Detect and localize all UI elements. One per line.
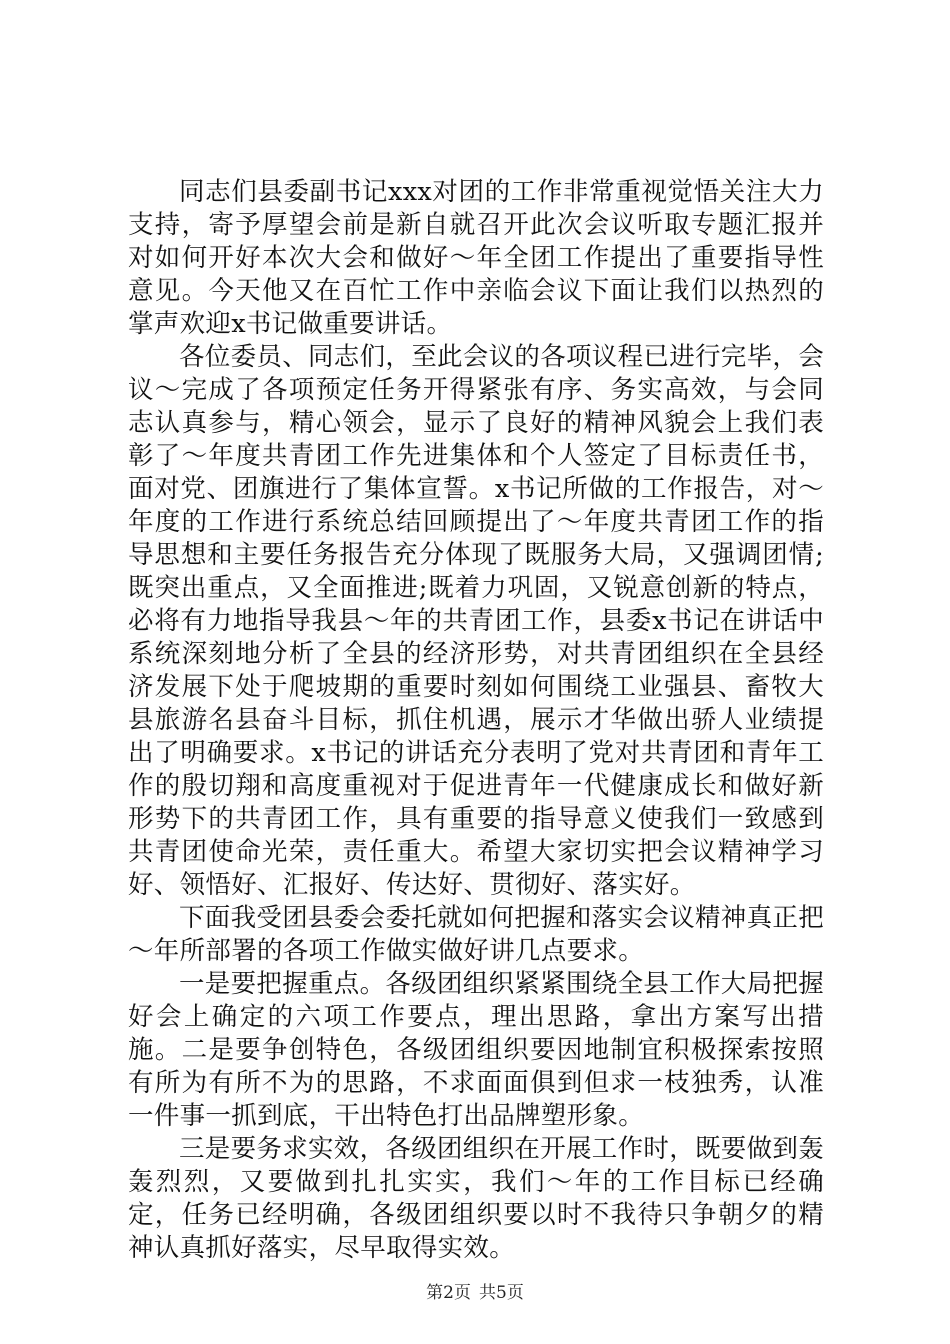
document-body [128, 176, 824, 1265]
paragraph-5: 三是要务求实效，各级团组织在开展工作时，既要做到轰轰烈烈，又要做到扎扎实实，我们～年的工作目标已经确定，任务已经明确，各级团组织要以时不我待只争朝夕的精神认真抓好落实，尽早取得实效。 [128, 1134, 825, 1263]
page-total: 共5页 [479, 1283, 524, 1303]
page-number: 第2页 [426, 1283, 471, 1303]
paragraph-3: 下面我受团县委会委托就如何把握和落实会议精神真正把～年所部署的各项工作做实做好讲几点要求。 [128, 903, 825, 966]
paragraph-4: 一是要把握重点。各级团组织紧紧围绕全县工作大局把握好会上确定的六项工作要点，理出思路，拿出方案写出措施。二是要争创特色，各级团组织要因地制宜积极探索按照有所为有所不为的思路，不求面面俱到但求一枝独秀，认准一件事一抓到底，干出特色打出品牌塑形象。 [128, 969, 825, 1131]
paragraph-2: 各位委员、同志们，至此会议的各项议程已进行完毕，会议～完成了各项预定任务开得紧张有序、务实高效，与会同志认真参与，精心领会，显示了良好的精神风貌会上我们表彰了～年度共青团工作先进集体和个人签定了目标责任书，面对党、团旗进行了集体宣誓。x书记所做的工作报告，对～年度的工作进行系统总结回顾提出了～年度共青团工作的指导思想和主要任务报告充分体现了既服务大局，又强调团情;既突出重点，又全面推进;既着力巩固，又锐意创新的特点，必将有力地指导我县～年的共青团工作，县委x书记在讲话中系统深刻地分析了全县的经济形势，对共青团组织在全县经济发展下处于爬坡期的重要时刻如何围绕工业强县、畜牧大县旅游名县奋斗目标，抓住机遇，展示才华做出骄人业绩提出了明确要求。x书记的讲话充分表明了党对共青团和青年工作的殷切翔和高度重视对于促进青年一代健康成长和做好新形势下的共青团工作，具有重要的指导意义使我们一致感到共青团使命光荣，责任重大。希望大家切实把会议精神学习好、领悟好、汇报好、传达好、贯彻好、落实好。 [128, 342, 825, 900]
page-footer [0, 1283, 950, 1303]
paragraph-1: 同志们县委副书记xxx对团的工作非常重视觉悟关注大力支持，寄予厚望会前是新自就召开此次会议听取专题汇报并对如何开好本次大会和做好～年全团工作提出了重要指导性意见。今天他又在百忙工作中亲临会议下面让我们以热烈的掌声欢迎x书记做重要讲话。 [128, 177, 824, 339]
